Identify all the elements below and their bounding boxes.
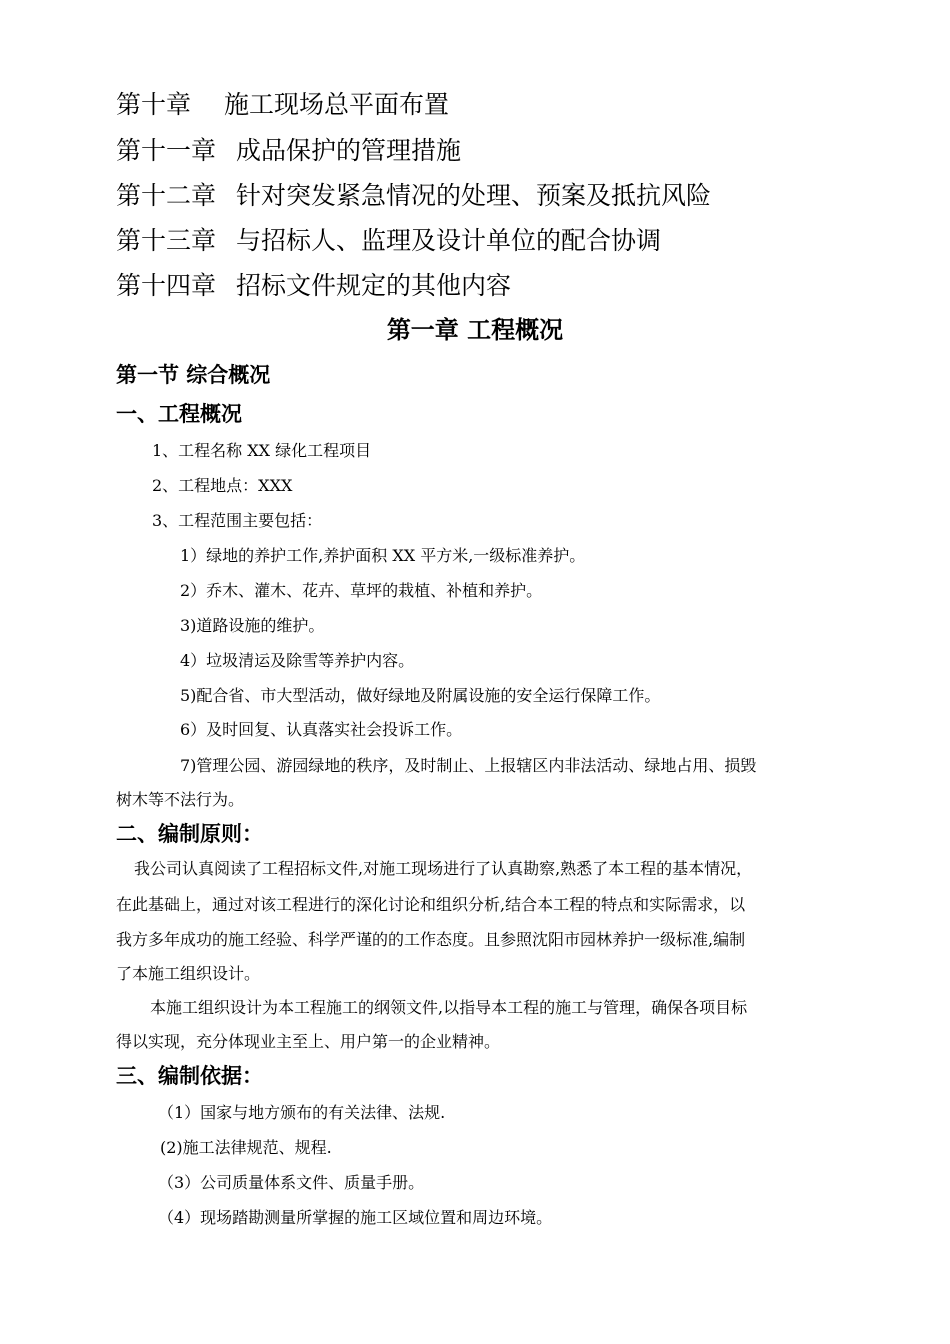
toc-chapter-number: 第十章 (116, 90, 192, 119)
principles-para1-line1: 我公司认真阅读了工程招标文件,对施工现场进行了认真勘察,熟悉了本工程的基本情况， (134, 859, 753, 878)
toc-chapter-text: 成品保护的管理措施 (236, 136, 462, 165)
scope-subitem-5: 5)配合省、市大型活动，做好绿地及附属设施的安全运行保障工作。 (180, 686, 661, 705)
toc-chapter-text: 招标文件规定的其他内容 (236, 271, 512, 300)
scope-subitem-4: 4）垃圾清运及除雪等养护内容。 (180, 651, 415, 670)
scope-subitem-7-line1: 7)管理公园、游园绿地的秩序，及时制止、上报辖区内非法活动、绿地占用、损毁 (180, 756, 757, 775)
scope-subitem-1: 1）绿地的养护工作,养护面积 XX 平方米,一级标准养护。 (180, 546, 586, 565)
toc-chapter-text: 针对突发紧急情况的处理、预案及抵抗风险 (236, 181, 712, 210)
toc-chapter-text: 施工现场总平面布置 (224, 90, 450, 119)
scope-subitem-6: 6）及时回复、认真落实社会投诉工作。 (180, 720, 463, 739)
principles-para1-line2: 在此基础上，通过对该工程进行的深化讨论和组织分析,结合本工程的特点和实际需求，以 (116, 895, 746, 914)
toc-entry-14 (116, 271, 511, 301)
project-location-item: 2、工程地点：XXX (152, 476, 293, 495)
basis-item-4: （4）现场踏勘测量所掌握的施工区域位置和周边环境。 (158, 1208, 553, 1227)
principles-para1-line4: 了本施工组织设计。 (116, 964, 261, 983)
toc-entry-12 (116, 181, 711, 211)
principles-para2-line1: 本施工组织设计为本工程施工的纲领文件,以指导本工程的施工与管理，确保各项目标 (150, 998, 748, 1017)
toc-entry-11 (116, 136, 461, 166)
toc-chapter-number: 第十四章 (116, 271, 217, 300)
scope-subitem-7-line2: 树木等不法行为。 (116, 790, 245, 809)
chapter-title: 第一章 工程概况 (386, 316, 564, 344)
basis-item-1: （1）国家与地方颁布的有关法律、法规. (158, 1103, 446, 1122)
toc-chapter-number: 第十二章 (116, 181, 217, 210)
scope-subitem-2: 2）乔木、灌木、花卉、草坪的栽植、补植和养护。 (180, 581, 543, 600)
basis-item-3: （3）公司质量体系文件、质量手册。 (158, 1173, 425, 1192)
project-scope-item: 3、工程范围主要包括： (152, 511, 323, 530)
basis-item-2: (2)施工法律规范、规程. (160, 1138, 332, 1157)
project-name-item: 1、工程名称 XX 绿化工程项目 (152, 441, 372, 460)
toc-chapter-number: 第十一章 (116, 136, 217, 165)
principles-para2-line2: 得以实现，充分体现业主至上、用户第一的企业精神。 (116, 1032, 501, 1051)
scope-subitem-3: 3)道路设施的维护。 (180, 616, 325, 635)
heading-compilation-principles: 二、编制原则： (116, 822, 263, 846)
toc-entry-10 (116, 90, 449, 120)
toc-chapter-number: 第十三章 (116, 226, 217, 255)
heading-project-overview: 一、工程概况 (116, 402, 242, 426)
principles-para1-line3: 我方多年成功的施工经验、科学严谨的的工作态度。且参照沈阳市园林养护一级标准,编制 (116, 930, 746, 949)
heading-compilation-basis: 三、编制依据： (116, 1064, 263, 1088)
toc-entry-13 (116, 226, 661, 256)
toc-chapter-text: 与招标人、监理及设计单位的配合协调 (236, 226, 662, 255)
section-title: 第一节 综合概况 (116, 363, 271, 387)
